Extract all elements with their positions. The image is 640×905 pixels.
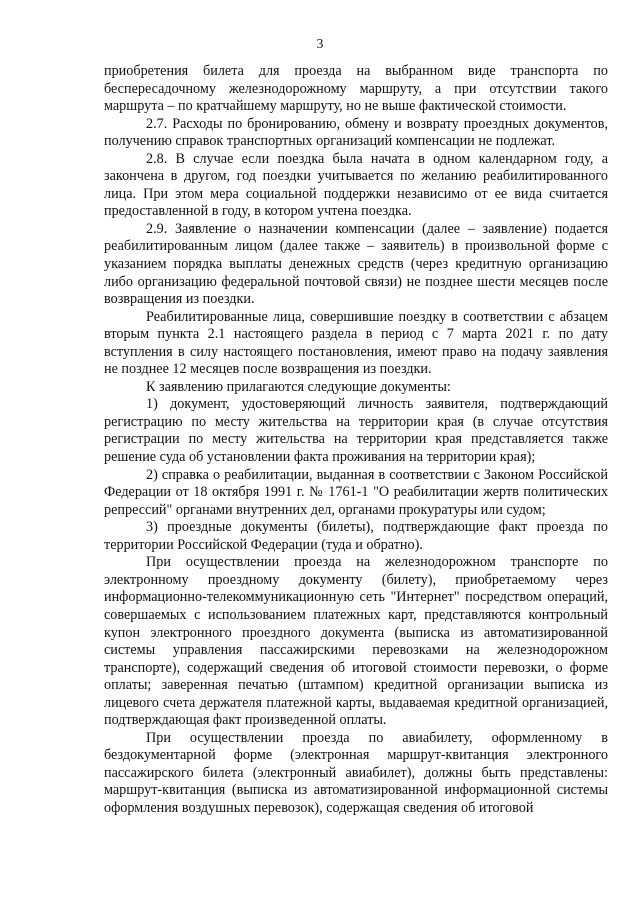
- document-body: [104, 63, 608, 818]
- paragraph-2-8-trip-year: 2.8. В случае если поездка была начата в одном календарном году, а закончена в другом, год поездки учитывается по желанию реабилитированного лица. При этом мера социальной поддержки независимо от ее вида считается предоставленной в году, в котором учтена поездка.: [104, 150, 608, 220]
- page-number: 3: [316, 36, 324, 51]
- paragraph-railway-e-ticket: При осуществлении проезда на железнодорожном транспорте по электронному проездному документу (билету), приобретаемому через информационно-телекоммуникационную сеть "Интернет" посредством операций, совершаемых с использованием платежных карт, представляются контрольный купон электронного проездного документа (выписка из автоматизированной системы управления пассажирскими перевозками на железнодорожном транспорте), содержащий сведения об итоговой стоимости перевозки, о форме оплаты; заверенная печатью (штампом) кредитной организации выписка из лицевого счета держателя платежной карты, выдаваемая кредитной организацией, подтверждающая факт произведенной оплаты.: [104, 554, 608, 729]
- list-item-travel-documents: 3) проездные документы (билеты), подтверждающие факт проезда по территории Российской Федерации (туда и обратно).: [104, 519, 608, 553]
- paragraph-continuation: приобретения билета для проезда на выбранном виде транспорта по беспересадочному железнодорожному маршруту, а при отсутствии такого маршрута – по кратчайшему маршруту, но не выше фактической стоимости.: [104, 63, 608, 115]
- paragraph-rehabilitated-persons: Реабилитированные лица, совершившие поездку в соответствии с абзацем вторым пункта 2.1 настоящего раздела в период с 7 марта 2021 г. по дату вступления в силу настоящего постановления, имеют право на подачу заявления не позднее 12 месяцев после возвращения из поездки.: [104, 308, 608, 378]
- paragraph-documents-intro: К заявлению прилагаются следующие документы:: [146, 378, 451, 395]
- paragraph-2-7-booking-costs: 2.7. Расходы по бронированию, обмену и возврату проездных документов, получению справок транспортных организаций компенсации не подлежат.: [104, 115, 608, 150]
- paragraph-2-9-application: 2.9. Заявление о назначении компенсации (далее – заявление) подается реабилитированным лицом (далее также – заявитель) в произвольной форме с указанием порядка выплаты денежных средств (через кредитную организацию либо организацию федеральной почтовой связи) не позднее шести месяцев после возвращения из поездки.: [104, 220, 608, 308]
- list-item-identity-document: 1) документ, удостоверяющий личность заявителя, подтверждающий регистрацию по месту жительства на территории края (в случае отсутствия регистрации по месту жительства на территории края представляется также решение суда об установлении факта проживания на территории края);: [104, 396, 608, 466]
- paragraph-air-e-ticket: При осуществлении проезда по авиабилету, оформленному в бездокументарной форме (электронная маршрут-квитанция электронного пассажирского билета (электронный авиабилет), должны быть представлены: маршрут-квитанция (выписка из автоматизированной информационной системы оформления воздушных перевозок), содержащая сведения об итоговой: [104, 729, 608, 816]
- list-item-rehabilitation-certificate: 2) справка о реабилитации, выданная в соответствии с Законом Российской Федерации от 18 октября 1991 г. № 1761-1 "О реабилитации жертв политических репрессий" органами внутренних дел, органами прокуратуры или судом;: [104, 466, 608, 518]
